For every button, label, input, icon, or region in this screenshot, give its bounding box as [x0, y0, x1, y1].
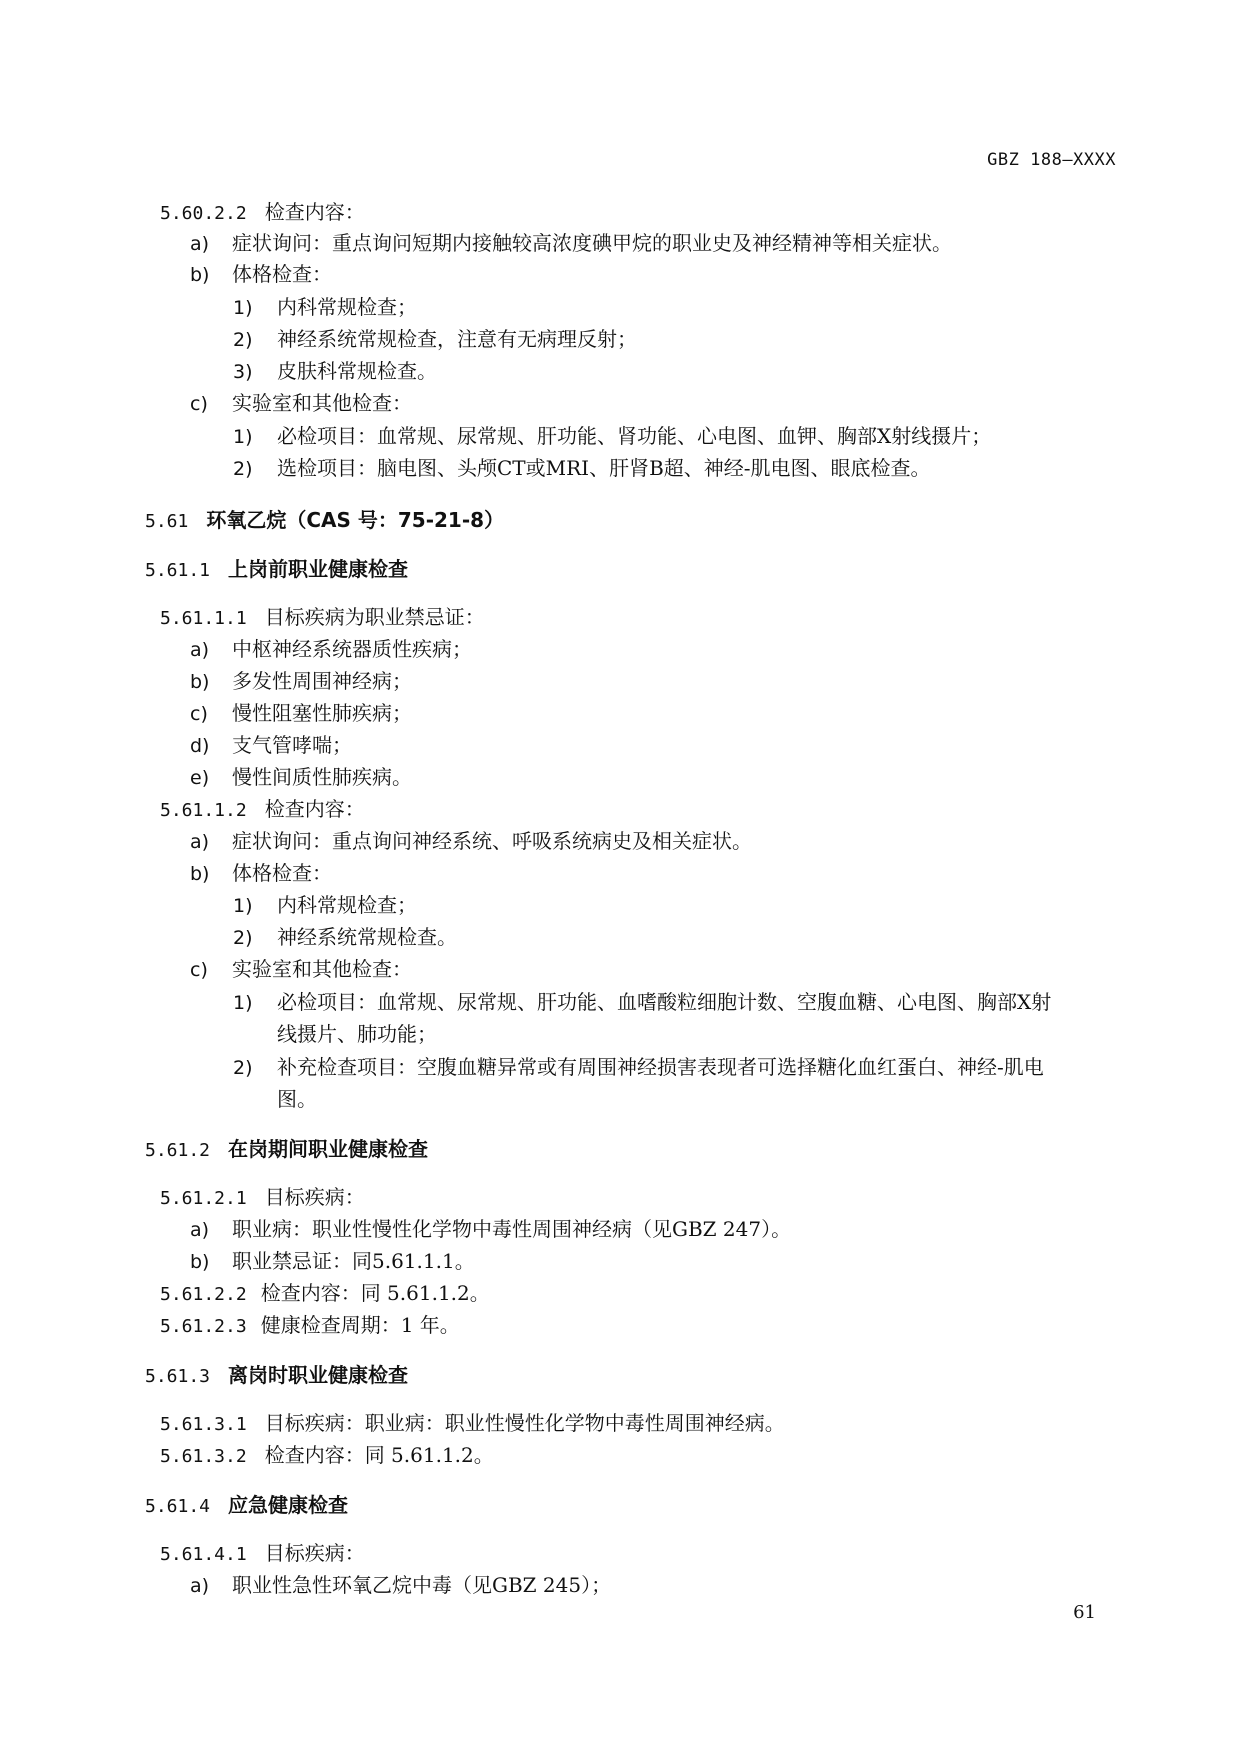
clause-5-61-2-2 — [160, 1281, 490, 1307]
list-text: 实验室和其他检查： — [232, 391, 412, 415]
list-item — [190, 829, 752, 854]
list-marker: 2) — [233, 927, 253, 949]
list-marker: b) — [190, 671, 210, 693]
list-text: 神经系统常规检查，注意有无病理反射； — [277, 327, 637, 351]
list-item — [190, 669, 412, 694]
sub-list-item — [233, 990, 1051, 1015]
section-title: 应急健康检查 — [228, 1493, 349, 1517]
list-item — [190, 701, 412, 726]
list-text: 慢性间质性肺疾病。 — [232, 765, 412, 789]
clause-number: 5.61.2.2 — [160, 1284, 247, 1305]
section-heading-5-61 — [145, 508, 504, 534]
clause-text: 目标疾病： — [264, 1541, 365, 1565]
list-text: 职业病：职业性慢性化学物中毒性周围神经病（见GBZ 247）。 — [232, 1217, 792, 1241]
list-marker: 2) — [233, 329, 253, 351]
list-marker: 1) — [233, 297, 253, 319]
list-marker: 2) — [233, 458, 253, 480]
page-number: 61 — [1073, 1602, 1096, 1623]
section-number: 5.61.1 — [145, 560, 211, 581]
clause-5-61-1-2 — [160, 797, 365, 823]
list-marker: b) — [190, 1251, 210, 1273]
section-title: 环氧乙烷（CAS 号：75-21-8） — [206, 508, 505, 532]
clause-number: 5.61.1.2 — [160, 800, 247, 821]
list-marker: c) — [190, 959, 208, 981]
sub-list-item — [233, 1055, 1044, 1080]
list-text: 体格检查： — [232, 262, 332, 286]
section-number: 5.61.3 — [145, 1366, 211, 1387]
clause-number: 5.61.2.1 — [160, 1188, 247, 1209]
list-marker: b) — [190, 264, 210, 286]
clause-text: 目标疾病：职业病：职业性慢性化学物中毒性周围神经病。 — [264, 1411, 785, 1435]
clause-5-61-1-1 — [160, 605, 485, 631]
list-text: 神经系统常规检查。 — [277, 925, 457, 949]
list-marker: e) — [190, 767, 210, 789]
sub-list-item — [233, 424, 991, 449]
clause-5-61-3-1 — [160, 1411, 785, 1437]
list-marker: a) — [190, 831, 210, 853]
list-marker: c) — [190, 393, 208, 415]
section-heading-5-61-2 — [145, 1137, 428, 1163]
list-item — [190, 957, 412, 982]
clause-5-61-3-2 — [160, 1443, 494, 1469]
clause-number: 5.61.1.1 — [160, 608, 247, 629]
clause-5-61-2-1 — [160, 1185, 365, 1211]
list-text: 症状询问：重点询问短期内接触较高浓度碘甲烷的职业史及神经精神等相关症状。 — [232, 231, 952, 255]
clause-text: 检查内容：同 5.61.1.2。 — [264, 1443, 494, 1467]
list-marker: a) — [190, 639, 210, 661]
list-item — [190, 861, 332, 886]
list-item — [190, 231, 952, 256]
list-marker: 3) — [233, 361, 253, 383]
list-marker: c) — [190, 703, 208, 725]
clause-text: 检查内容：同 5.61.1.2。 — [260, 1281, 490, 1305]
list-marker: 1) — [233, 992, 253, 1014]
list-text: 必检项目：血常规、尿常规、肝功能、肾功能、心电图、血钾、胸部X射线摄片； — [277, 424, 992, 448]
list-marker: b) — [190, 863, 210, 885]
list-marker: d) — [190, 735, 210, 757]
list-item — [190, 733, 352, 758]
list-item — [190, 391, 412, 416]
clause-text: 检查内容： — [264, 797, 365, 821]
sub-list-item — [233, 456, 931, 481]
sub-list-item — [233, 295, 417, 320]
list-text: 必检项目：血常规、尿常规、肝功能、血嗜酸粒细胞计数、空腹血糖、心电图、胸部X射 — [277, 990, 1052, 1014]
section-heading-5-61-3 — [145, 1363, 408, 1389]
clause-text: 目标疾病： — [264, 1185, 365, 1209]
list-text: 支气管哮喘； — [232, 733, 352, 757]
list-item — [190, 262, 332, 287]
sub-list-item — [233, 925, 457, 950]
clause-text: 检查内容： — [264, 200, 365, 224]
clause-5-61-4-1 — [160, 1541, 365, 1567]
clause-text: 目标疾病为职业禁忌证： — [264, 605, 485, 629]
list-item — [190, 1217, 791, 1242]
sub-list-item — [233, 359, 437, 384]
list-item — [190, 1249, 475, 1274]
section-number: 5.61.2 — [145, 1140, 211, 1161]
list-text: 职业性急性环氧乙烷中毒（见GBZ 245）； — [232, 1573, 612, 1597]
section-title: 在岗期间职业健康检查 — [228, 1137, 429, 1161]
list-text: 补充检查项目：空腹血糖异常或有周围神经损害表现者可选择糖化血红蛋白、神经-肌电 — [277, 1055, 1044, 1079]
list-text-continuation: 线摄片、肺功能； — [277, 1022, 437, 1046]
clause-number: 5.61.4.1 — [160, 1544, 247, 1565]
section-title: 离岗时职业健康检查 — [228, 1363, 409, 1387]
section-title: 上岗前职业健康检查 — [228, 557, 409, 581]
section-heading-5-61-4 — [145, 1493, 348, 1519]
list-text: 症状询问：重点询问神经系统、呼吸系统病史及相关症状。 — [232, 829, 752, 853]
list-text: 多发性周围神经病； — [232, 669, 412, 693]
list-text: 实验室和其他检查： — [232, 957, 412, 981]
clause-text: 健康检查周期：1 年。 — [260, 1313, 460, 1337]
clause-number: 5.61.3.2 — [160, 1446, 247, 1467]
section-heading-5-61-1 — [145, 557, 408, 583]
list-text: 选检项目：脑电图、头颅CT或MRI、肝肾B超、神经-肌电图、眼底检查。 — [277, 456, 931, 480]
clause-number: 5.61.2.3 — [160, 1316, 247, 1337]
list-text: 职业禁忌证：同5.61.1.1。 — [232, 1249, 475, 1273]
list-marker: a) — [190, 233, 210, 255]
document-code: GBZ 188—XXXX — [987, 150, 1116, 170]
clause-5-60-2-2 — [160, 200, 365, 226]
sub-list-item — [233, 893, 417, 918]
list-text: 内科常规检查； — [277, 893, 417, 917]
list-text: 体格检查： — [232, 861, 332, 885]
list-item — [190, 1573, 611, 1598]
sub-list-item — [233, 327, 637, 352]
section-number: 5.61.4 — [145, 1496, 211, 1517]
list-marker: a) — [190, 1575, 210, 1597]
clause-number: 5.60.2.2 — [160, 203, 247, 224]
list-marker: 2) — [233, 1057, 253, 1079]
list-marker: 1) — [233, 426, 253, 448]
list-text: 中枢神经系统器质性疾病； — [232, 637, 472, 661]
list-text: 内科常规检查； — [277, 295, 417, 319]
list-text-continuation: 图。 — [277, 1087, 317, 1111]
clause-number: 5.61.3.1 — [160, 1414, 247, 1435]
list-text: 慢性阻塞性肺疾病； — [232, 701, 412, 725]
section-number: 5.61 — [145, 511, 189, 532]
list-marker: a) — [190, 1219, 210, 1241]
list-item — [190, 765, 412, 790]
list-item — [190, 637, 472, 662]
list-marker: 1) — [233, 895, 253, 917]
list-text: 皮肤科常规检查。 — [277, 359, 437, 383]
clause-5-61-2-3 — [160, 1313, 460, 1339]
